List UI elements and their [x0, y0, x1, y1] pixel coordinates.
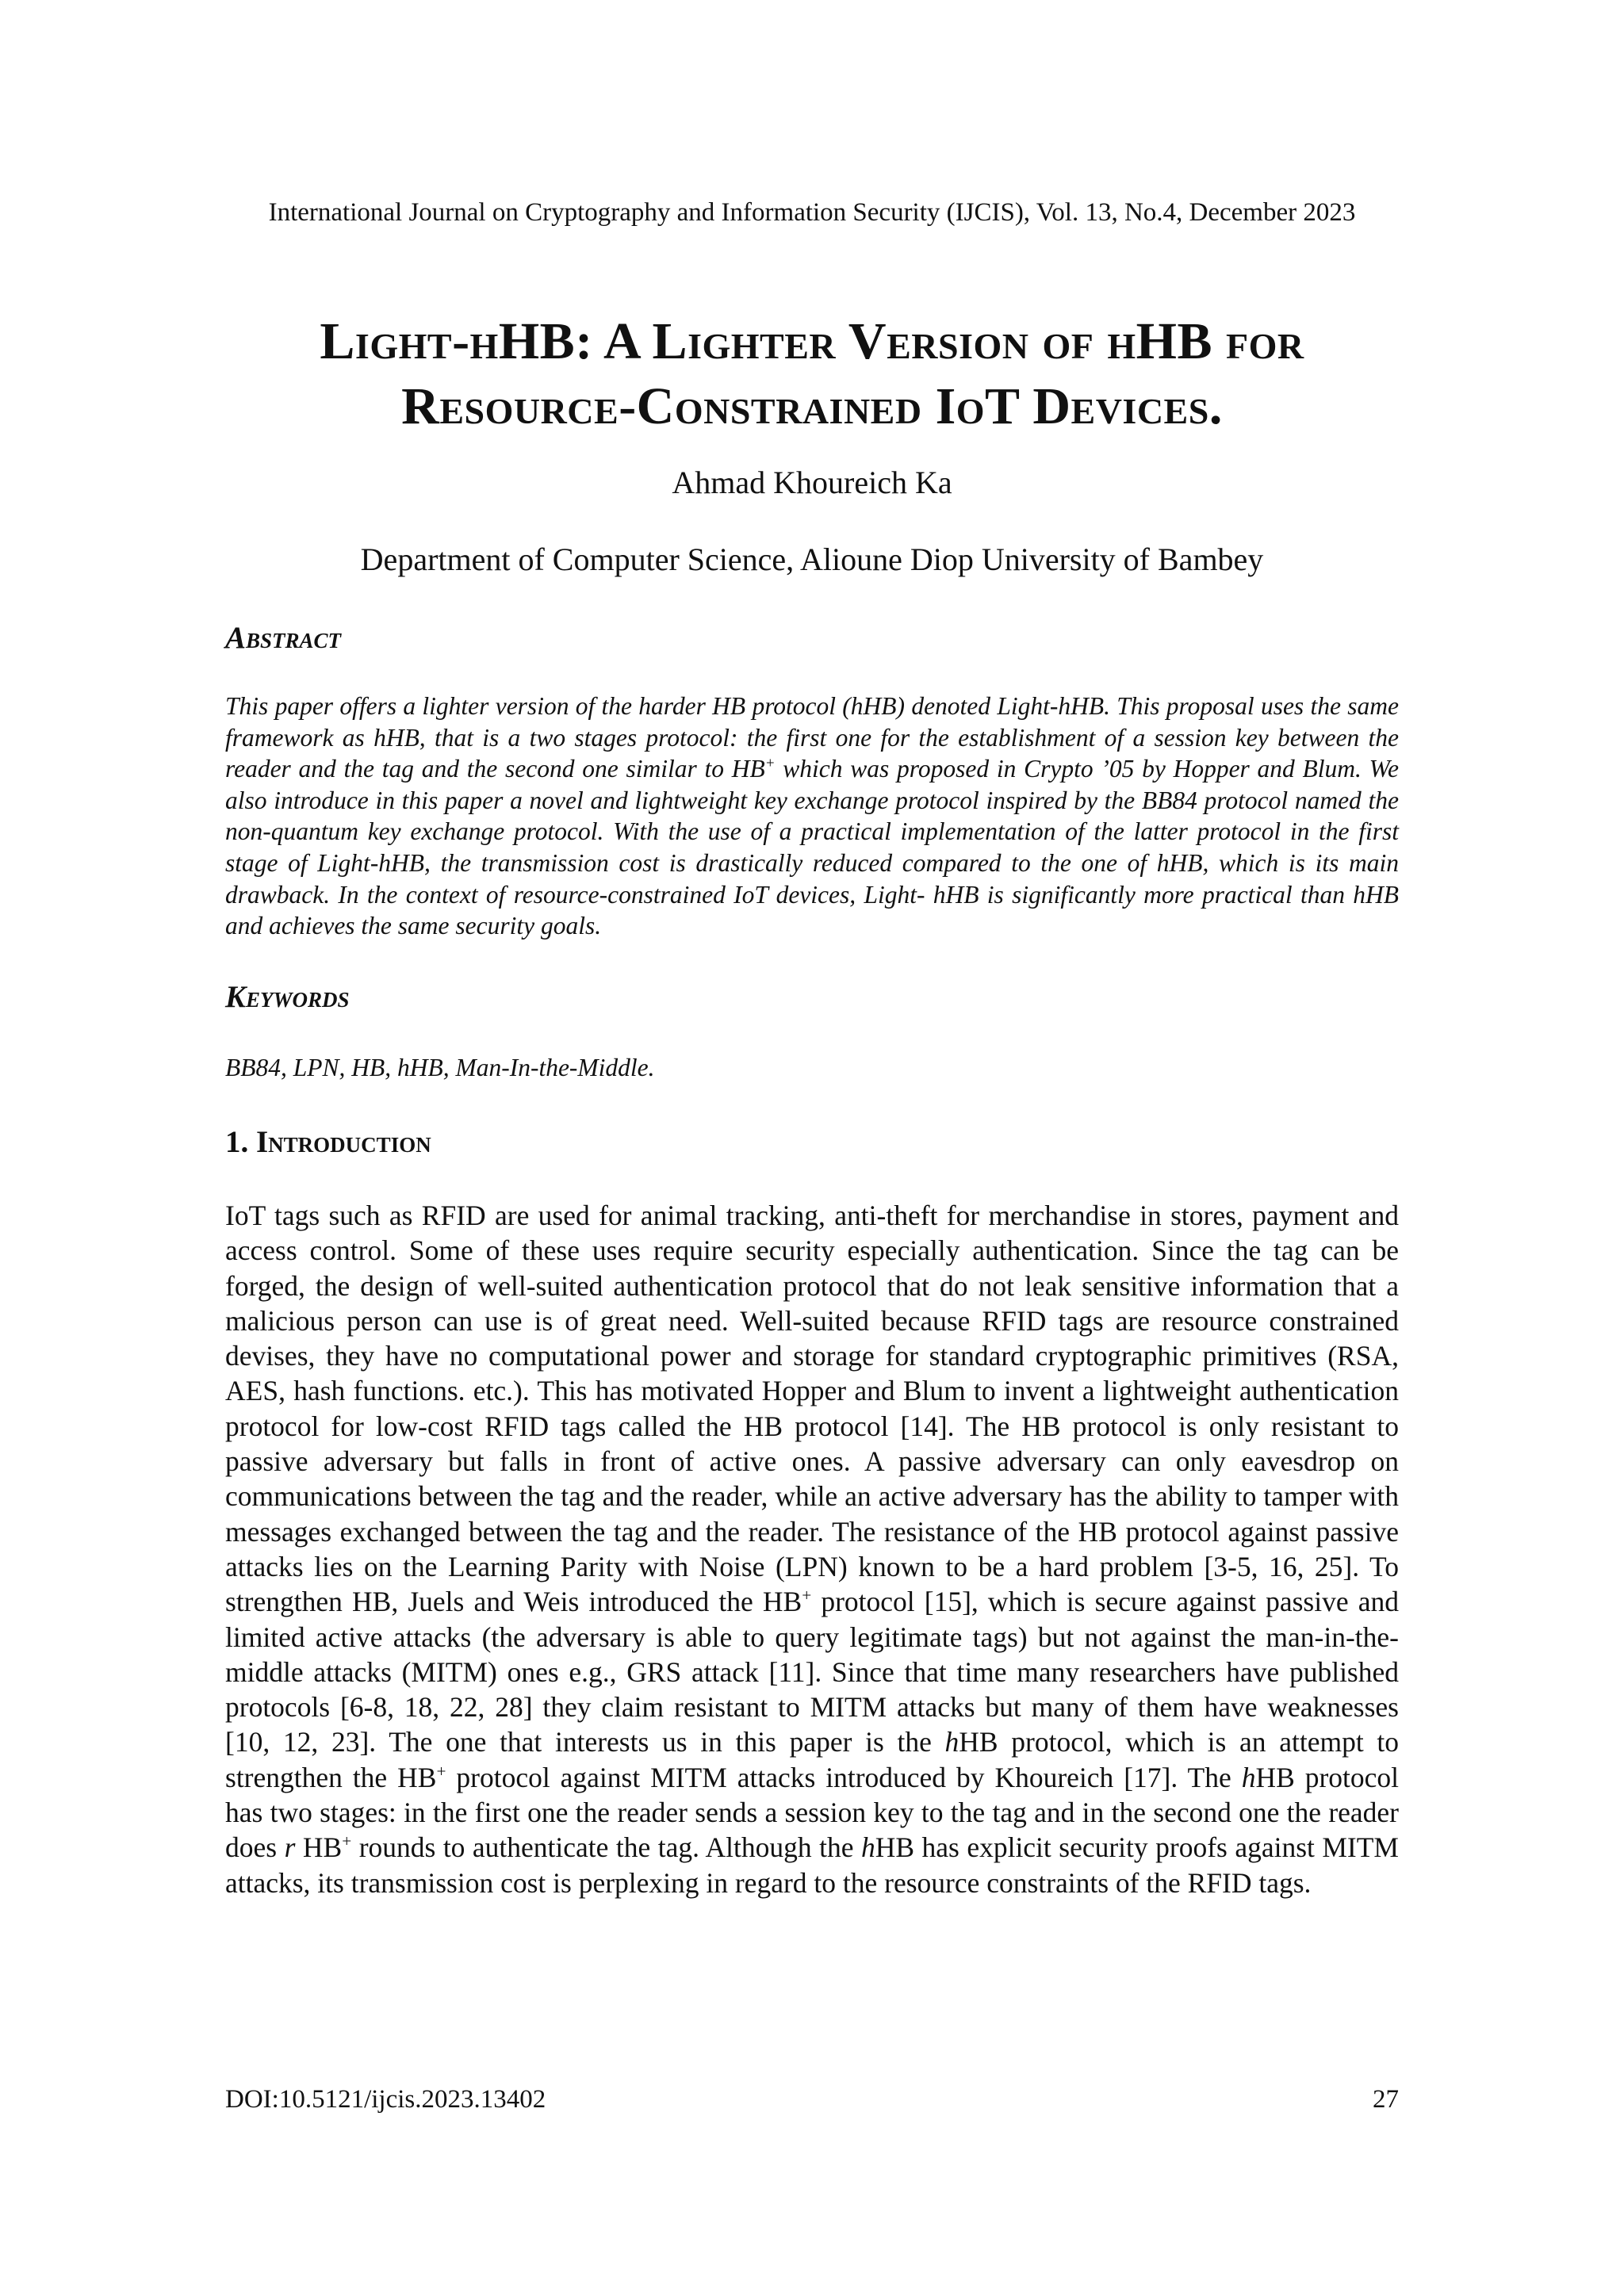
introduction-paragraph — [225, 1198, 1399, 1900]
paper-title-line-1: Light-hHB: A Lighter Version of hHB for — [320, 312, 1304, 370]
hb-plus-superscript: + — [764, 755, 776, 772]
hhb-italic-h: h — [944, 1726, 959, 1758]
hb-plus-superscript: + — [802, 1586, 812, 1605]
intro-text-5: HB protocol has two stages: in the first one the reader sends a session key to the tag and in the second one the reader does — [225, 1761, 1400, 1864]
author-affiliation: Department of Computer Science, Alioune Diop University of Bambey — [360, 541, 1264, 577]
paper-title-line-2: Resource-Constrained IoT Devices. — [401, 377, 1223, 435]
hb-plus-superscript: + — [436, 1761, 446, 1781]
abstract-text — [225, 691, 1399, 942]
intro-text-2: protocol [15], which is secure against passive and limited active attacks (the adversary is able to query legitimate tags) but not against the man-in-the- middle attacks (MITM) ones e.g., GRS attack [11]. Since that time many researchers have published protocols [6-8, 18, 22, 28] they claim resistant to MITM attacks but many of them have weaknesses [10, 12, 23]. The one that interests us in this paper is the — [225, 1586, 1400, 1758]
intro-text-1: IoT tags such as RFID are used for animal tracking, anti-theft for merchandise in stores, payment and access control. Some of these uses require security especially authentication. Since the tag can be forged, the design of well-suited authentication protocol that do not leak sensitive information that a malicious person can use is of great need. Well-suited because RFID tags are resource constrained devises, they have no computational power and storage for standard cryptographic primitives (RSA, AES, hash functions. etc.). This has motivated Hopper and Blum to invent a lightweight authentication protocol for low-cost RFID tags called the HB protocol [14]. The HB protocol is only resistant to passive adversary but falls in front of active ones. A passive adversary can only eavesdrop on communications between the tag and the reader, while an active adversary has the ability to tamper with messages exchanged between the tag and the reader. The resistance of the HB protocol against passive attacks lies on the Learning Parity with Noise (LPN) known to be a hard problem [3-5, 16, 25]. To strengthen HB, Juels and Weis introduced the HB — [225, 1200, 1399, 1618]
hhb-italic-h: h — [860, 1831, 875, 1864]
intro-text-7: rounds to authenticate the tag. Although the — [351, 1831, 861, 1864]
running-header: International Journal on Cryptography and Information Security (IJCIS), Vol. 13, No.4, December 2023 — [268, 198, 1356, 227]
page-number: 27 — [1373, 2085, 1399, 2114]
abstract-heading: Abstract — [225, 621, 342, 655]
r-variable: r — [284, 1831, 296, 1864]
intro-text-3: HB protocol, which is an attempt to strengthen the HB — [225, 1726, 1400, 1793]
intro-text-8: HB has explicit security proofs against MITM attacks, its transmission cost is perplexing in regard to the resource constraints of the RFID tags. — [225, 1831, 1399, 1899]
hb-plus-superscript: + — [342, 1831, 352, 1851]
intro-text-4: protocol against MITM attacks introduced by Khoureich [17]. The — [446, 1761, 1242, 1793]
footer-doi: DOI:10.5121/ijcis.2023.13402 — [225, 2085, 546, 2114]
introduction-heading: 1. Introduction — [225, 1125, 431, 1159]
keywords-text: BB84, LPN, HB, hHB, Man-In-the-Middle. — [225, 1054, 655, 1081]
author-name: Ahmad Khoureich Ka — [672, 465, 952, 500]
hhb-italic-h: h — [1241, 1761, 1256, 1793]
abstract-text-part-1: This paper offers a lighter version of the harder HB protocol (hHB) denoted Light-hHB. This proposal uses the same framework as hHB, that is a two stages protocol: the first one for the establishment of a session key between the reader and the tag and the second one similar to HB — [225, 692, 1399, 783]
paper-title — [127, 309, 1497, 439]
abstract-text-part-2: which was proposed in Crypto ’05 by Hopper and Blum. We also introduce in this paper a novel and lightweight key exchange protocol inspired by the BB84 protocol named the non-quantum key exchange protocol. With the use of a practical implementation of the latter protocol in the first stage of Light-hHB, the transmission cost is drastically reduced compared to the one of hHB, which is its main drawback. In the context of resource-constrained IoT devices, Light- hHB is significantly more practical than hHB and achieves the same security goals. — [225, 755, 1399, 940]
keywords-heading: Keywords — [225, 980, 350, 1014]
intro-text-6: HB — [295, 1831, 343, 1864]
